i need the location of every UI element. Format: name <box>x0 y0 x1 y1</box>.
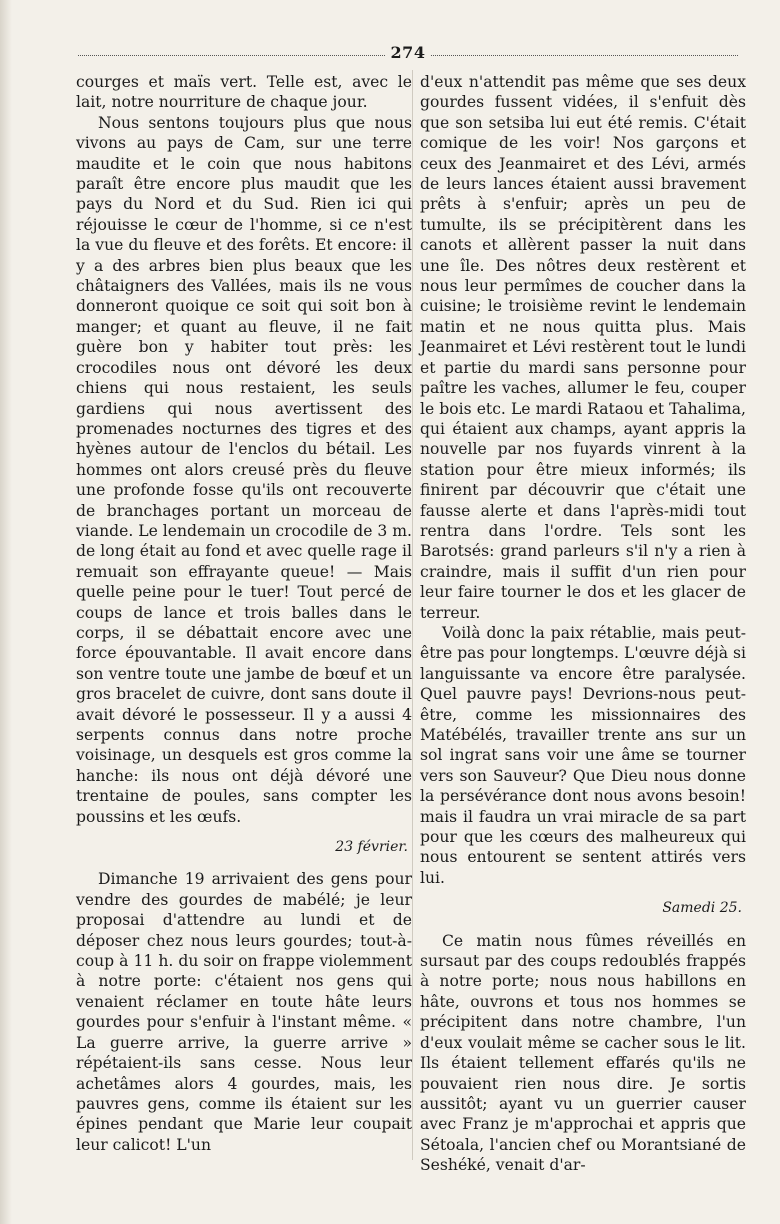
page-gutter-shadow <box>0 0 12 1224</box>
paragraph: Dimanche 19 arrivaient des gens pour vendre des gourdes de mabélé; je leur proposai d'attendre au lundi et de déposer chez nous leurs gourdes; tout-à-coup à 11 h. du soir on frappe violemment à notre porte: c'étaient nos gens qui venaient réclamer en toute hâte leurs gourdes pour s'enfuir à l'instant même. « La guerre arrive, la guerre arrive » répétaient-ils sans cesse. Nous leur achetâmes alors 4 gourdes, mais, les pauvres gens, comme ils étaient sur les épines pendant que Marie leur coupait leur calicot! L'un <box>76 870 412 1154</box>
paragraph: Ce matin nous fûmes réveillés en sursaut par des coups redoublés frappés à notre porte; nous nous habillons en hâte, ouvrons et tous nos hommes se précipitent dans notre chambre, l'un d'eux voulait même se cacher sous le lit. Ils étaient tellement effarés qu'ils ne pouvaient rien nous dire. Je sortis aussitôt; ayant vu un guerrier causer avec Franz je m'approchai et appris que Sétoala, l'ancien chef ou Morantsiané de Seshéké, venait d'ar- <box>420 931 746 1175</box>
entry-date: Samedi 25. <box>662 900 742 917</box>
right-column <box>420 72 746 1176</box>
page-header <box>78 40 738 64</box>
paragraph: courges et maïs vert. Telle est, avec le lait, notre nourriture de chaque jour. <box>76 73 412 112</box>
entry-date: 23 février. <box>335 839 408 856</box>
column-divider <box>412 70 413 1160</box>
header-rule-left <box>78 55 385 56</box>
paragraph: Nous sentons toujours plus que nous vivons au pays de Cam, sur une terre maudite et le coin que nous habitons paraît être encore plus maudit que les pays du Nord et du Sud. Rien ici qui réjouisse le cœur de l'homme, si ce n'est la vue du fleuve et des forêts. Et encore: il y a des arbres bien plus beaux que les châtaigners des Vallées, mais ils ne vous donneront quoique ce soit qui soit bon à manger; et quant au fleuve, il ne fait guère bon y habiter tout près: les crocodiles nous ont dévoré les deux chiens qui nous restaient, les seuls gardiens qui nous avertissent des promenades nocturnes des tigres et des hyènes autour de l'enclos du bétail. Les hommes ont alors creusé près du fleuve une profonde fosse qu'ils ont recouverte de branchages portant un morceau de viande. Le lendemain un crocodile de 3 m. de long était au fond et avec quelle rage il remuait son effrayante queue! — Mais quelle peine pour le tuer! Tout percé de coups de lance et trois balles dans le corps, il se débattait encore avec une force épouvantable. Il avait encore dans son ventre toute une jambe de bœuf et un gros bracelet de cuivre, dont sans doute il avait dévoré le possesseur. Il y a aussi 4 serpents connus dans notre proche voisinage, un desquels est gros comme la hanche: ils nous ont déjà dévoré une trentaine de poules, sans compter les poussins et les œufs. <box>76 113 413 826</box>
header-rule-right <box>431 55 738 56</box>
paragraph: d'eux n'attendit pas même que ses deux gourdes fussent vidées, il s'enfuit dès que son setsiba lui eut été remis. C'était comique de les voir! Nos garçons et ceux des Jeanmairet et des Lévi, armés de leurs lances étaient aussi bravement prêts à s'enfuir; après un peu de tumulte, ils se précipitèrent dans les canots et allèrent passer la nuit dans une île. Des nôtres deux restèrent et nous leur permîmes de coucher dans la cuisine; le troisième revint le lendemain matin et ne nous quitta plus. Mais Jeanmairet et Lévi restèrent tout le lundi et partie du mardi sans personne pour paître les vaches, allumer le feu, couper le bois etc. Le mardi Rataou et Tahalima, qui étaient aux champs, ayant appris la nouvelle par nos fuyards vinrent à la station pour être mieux informés; ils finirent par découvrir que c'était une fausse alerte et dans l'après-midi tout rentra dans l'ordre. Tels sont les Barotsés: grand parleurs s'il n'y a rien à craindre, mais il suffit d'un rien pour leur faire tourner le dos et les glacer de terreur. <box>420 73 746 622</box>
paragraph: Voilà donc la paix rétablie, mais peut-être pas pour longtemps. L'œuvre déjà si languissante va encore être paralysée. Quel pauvre pays! Devrions-nous peut-être, comme les missionnaires des Matébélés, travailler trente ans sur un sol ingrat sans voir une âme se tourner vers son Sauveur? Que Dieu nous donne la persévérance dont nous avons besoin! mais il faudra un vrai miracle de sa part pour que les cœurs des malheureux qui nous entourent se sentent attirés vers lui. <box>420 623 746 887</box>
page-number: 274 <box>390 42 426 62</box>
left-column <box>76 72 412 1155</box>
